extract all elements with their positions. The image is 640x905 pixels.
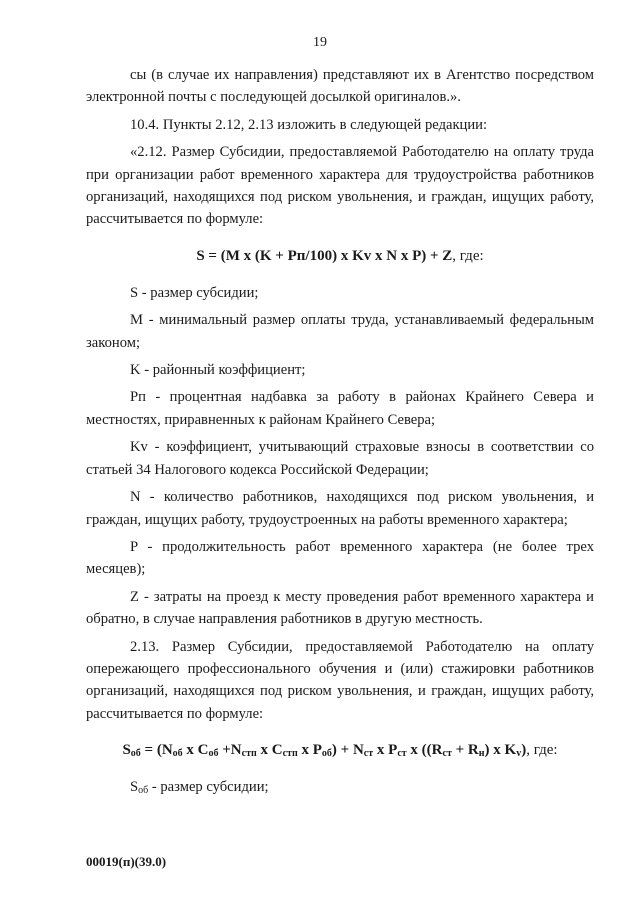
formula2-body: $S_{об} = (N_{об}$ x $C_{об} +N_{стп}$ x $C_{стп}$ x $P_{об}) + N_{ст}$ x $P_{ст}$ x ($(R_{ст} + R_н)$ x $K_v$)	[122, 742, 527, 760]
paragraph-2-13: 2.13. Размер Субсидии, предоставляемой Работодателю на оплату опережающего профессионального обучения и (или) стажировки работников организаций, находящихся под риском увольнения, и граждан, ищущих работу, рассчитывается по формуле:	[86, 638, 594, 722]
definition-k: K - районный коэффициент;	[130, 362, 306, 379]
definition-s-ob: $S_{об}$ - размер субсидии;	[130, 779, 269, 797]
page-number: 19	[313, 35, 327, 50]
definition-n: N - количество работников, находящихся под риском увольнения, и граждан, ищущих работу, трудоустроенных на работы временного характера;	[86, 489, 594, 528]
formula-expression: S = (M x (K + Pп/100) x Kv x N x P) + Z	[196, 247, 453, 264]
paragraph-10-4: 10.4. Пункты 2.12, 2.13 изложить в следующей редакции:	[130, 116, 488, 133]
definition-m: M - минимальный размер оплаты труда, устанавливаемый федеральным законом;	[86, 312, 594, 351]
definition-s: S - размер субсидии;	[130, 284, 259, 301]
definition-pn: Pп - процентная надбавка за работу в районах Крайнего Севера и местностях, приравненных к районам Крайнего Севера;	[86, 389, 594, 428]
document-code: 00019(п)(39.0)	[86, 854, 167, 869]
definition-p: P - продолжительность работ временного характера (не более трех месяцев);	[86, 538, 594, 578]
formula-subsidy-2-12	[86, 244, 594, 268]
paragraph-2-12: «2.12. Размер Субсидии, предоставляемой Работодателю на оплату труда при организации работ временного характера для трудоустройства работников организаций, находящихся под риском увольнения, и граждан, ищущих работу, рассчитывается по формуле:	[86, 144, 594, 228]
definition-z: Z - затраты на проезд к месту проведения работ временного характера и обратно, в случае направления работников в другую местность.	[86, 588, 594, 628]
formula-suffix: , где:	[452, 247, 484, 264]
definition-kv: Kv - коэффициент, учитывающий страховые взносы в соответствии со статьей 34 Налогового кодекса Российской Федерации;	[86, 439, 594, 478]
paragraph-continuation: сы (в случае их направления) представляют их в Агентство посредством электронной почты с последующей досылкой оригиналов.».	[86, 67, 594, 106]
formula2-suffix: , где:	[526, 742, 558, 759]
formula-subsidy-2-13	[86, 738, 594, 762]
document-body	[86, 64, 594, 804]
